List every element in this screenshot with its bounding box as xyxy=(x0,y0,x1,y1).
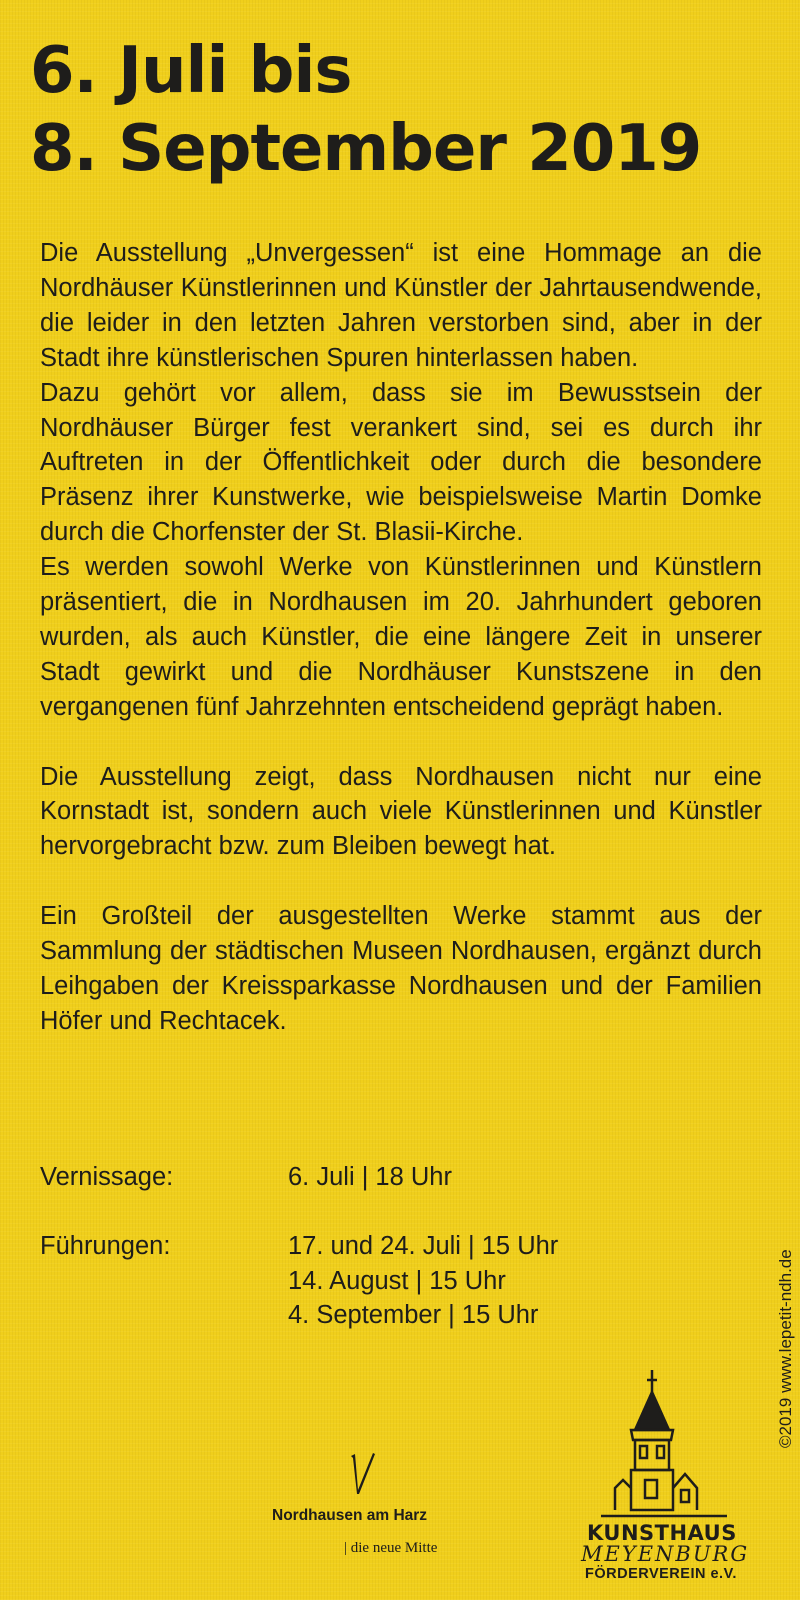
kunsthaus-verein: FÖRDERVEREIN e.V. xyxy=(585,1566,737,1582)
tower-icon xyxy=(597,1370,737,1522)
paragraph-works: Es werden sowohl Werke von Künstlerinnen und Künstlern präsentiert, die in Nordhausen im 20. Jahrhundert geboren wurden, als auch Künstler, die eine längere Zeit in unserer Stadt gewirkt und die Nordhäuser Kunstszene in den vergangenen fünf Jahrzehnten entscheidend geprägt haben. xyxy=(40,553,762,721)
event-date: 4. September | 15 Uhr xyxy=(288,1301,539,1329)
event-fuehrungen xyxy=(40,1229,558,1333)
event-dates-vernissage xyxy=(288,1160,452,1195)
kunsthaus-subtitle: MEYENBURG xyxy=(581,1542,750,1566)
headline-line-1: 6. Juli bis xyxy=(30,34,352,108)
paragraph-intro: Die Ausstellung „Unvergessen“ ist eine Hommage an die Nordhäuser Künstlerinnen und Künstler der Jahrtausendwende, die leider in den letzten Jahren verstorben sind, aber in der Stadt ihre künstlerischen Spuren hinterlassen haben. xyxy=(40,239,762,372)
headline-line-2: 8. September 2019 xyxy=(30,112,702,186)
paragraph-collection: Ein Großteil der ausgestellten Werke stammt aus der Sammlung der städtischen Museen Nordhausen, ergänzt durch Leihgaben der Kreissparkasse Nordhausen und der Familien Höfer und Rechtacek. xyxy=(40,902,762,1035)
event-dates-fuehrungen xyxy=(288,1229,558,1333)
event-date: 6. Juli | 18 Uhr xyxy=(288,1163,452,1191)
event-schedule xyxy=(40,1160,558,1333)
nordhausen-logo xyxy=(260,1450,480,1570)
event-label-fuehrungen: Führungen: xyxy=(40,1232,171,1260)
paragraph-awareness: Dazu gehört vor allem, dass sie im Bewusstsein der Nordhäuser Bürger fest verankert sind, sei es durch ihr Auftreten in der Öffentlichkeit oder durch die besondere Präsenz ihrer Kunstwerke, wie beispielsweise Martin Domke durch die Chorfenster der St. Blasii-Kirche. xyxy=(40,378,762,547)
event-vernissage xyxy=(40,1160,558,1195)
nordhausen-tagline: | die neue Mitte xyxy=(344,1540,438,1556)
event-date: 14. August | 15 Uhr xyxy=(288,1266,506,1295)
kunsthaus-logo xyxy=(575,1370,755,1600)
paragraph-kornstadt: Die Ausstellung zeigt, dass Nordhausen nicht nur eine Kornstadt ist, sondern auch viele Künstlerinnen und Künstler hervorgebracht bzw. zum Bleiben bewegt hat. xyxy=(40,762,762,861)
copyright-notice: ©2019 www.lepetit-ndh.de xyxy=(776,1249,795,1448)
body-text xyxy=(40,236,762,1039)
event-date: 17. und 24. Juli | 15 Uhr xyxy=(288,1232,559,1260)
nordhausen-n-mark-icon xyxy=(346,1450,380,1498)
headline xyxy=(30,32,701,188)
event-label-vernissage: Vernissage: xyxy=(40,1163,174,1191)
nordhausen-name: Nordhausen am Harz xyxy=(272,1507,428,1524)
kunsthaus-title: KUNSTHAUS xyxy=(587,1521,737,1545)
